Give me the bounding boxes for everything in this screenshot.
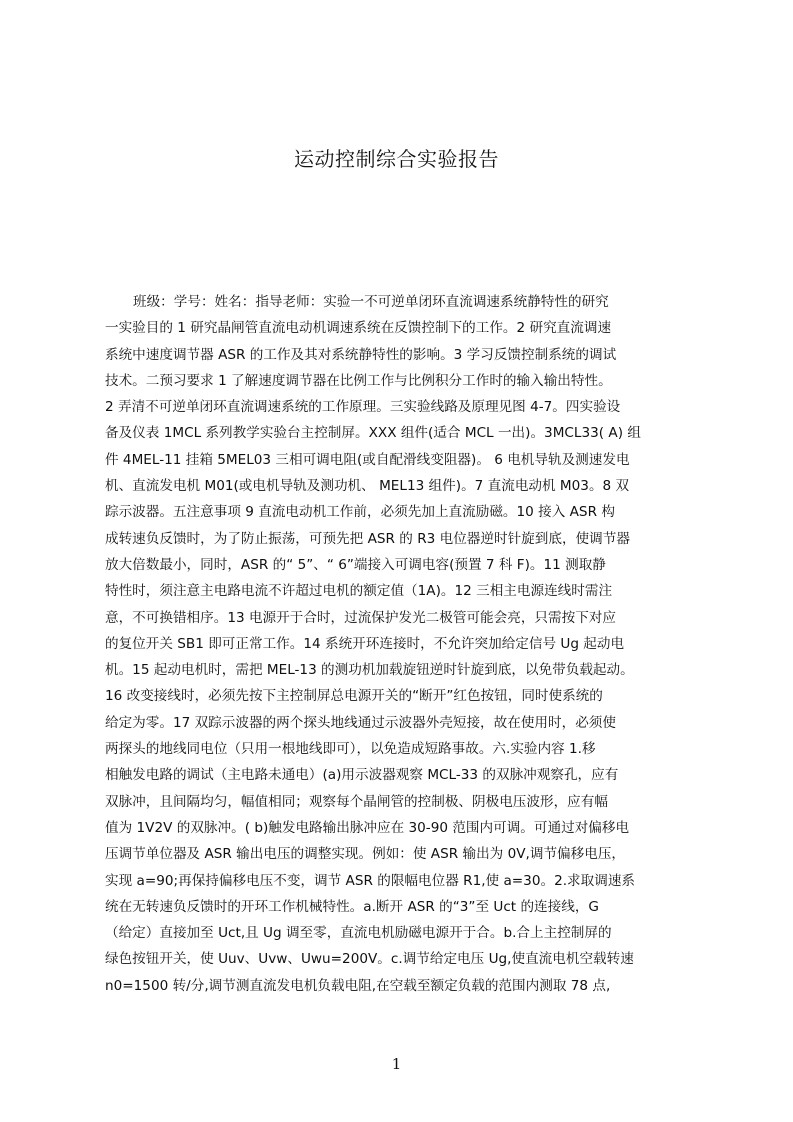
body-line: 意，不可换错相序。13 电源开于合时，过流保护发光二极管可能会亮，只需按下对应 (105, 609, 616, 626)
body-line: 的复位开关 SB1 即可正常工作。14 系统开环连接时，不允许突加给定信号 Ug 起动电 (105, 635, 625, 652)
body-line: 统在无转速负反馈时的开环工作机械特性。a.断开 ASR 的“3”至 Uct 的连接线，G (105, 898, 599, 915)
body-line: 踪示波器。五注意事项 9 直流电动机工作前，必须先加上直流励磁。10 接入 ASR 构 (105, 504, 615, 521)
body-line: 压调节单位器及 ASR 输出电压的调整实现。例如：使 ASR 输出为 0V,调节偏移电压， (105, 846, 626, 863)
body-line: 值为 1V2V 的双脉冲。( b)触发电路输出脉冲应在 30-90 范围内可调。可通过对偏移电 (105, 819, 630, 836)
document-title: 运动控制综合实验报告 (294, 147, 499, 171)
body-line: 实现 a=90;再保持偏移电压不变，调节 ASR 的限幅电位器 R1,使 a=30。2.求取调速系 (105, 872, 636, 889)
body-line: 双脉冲，且间隔均匀，幅值相同；观察每个晶闸管的控制极、阴极电压波形，应有幅 (105, 793, 608, 810)
page-number: 1 (391, 1055, 402, 1073)
body-line: 班级：学号：姓名：指导老师：实验一不可逆单闭环直流调速系统静特性的研究 (133, 294, 609, 310)
body-line: 两探头的地线同电位（只用一根地线即可），以免造成短路事故。六.实验内容 1.移 (105, 741, 596, 758)
body-line: 给定为零。17 双踪示波器的两个探头地线通过示波器外壳短接，故在使用时，必须使 (105, 714, 616, 731)
body-line: 机。15 起动电机时，需把 MEL-13 的测功机加载旋钮逆时针旋到底，以免带负载起动。 (105, 662, 634, 679)
body-line: 放大倍数最小，同时，ASR 的“ 5”、“ 6”端接入可调电容(预置 7 科 F)。11 测取静 (105, 556, 606, 573)
document-body (105, 289, 698, 999)
body-line: n0=1500 转/分,调节测直流发电机负载电阻,在空载至额定负载的范围内测取 78 点, (105, 977, 611, 994)
body-line: 件 4MEL-11 挂箱 5MEL03 三相可调电阻(或自配滑线变阻器)。 6 电机导轨及测速发电 (105, 451, 630, 468)
body-line: 16 改变接线时，必须先按下主控制屏总电源开关的“断开”红色按钮，同时使系统的 (105, 688, 603, 705)
body-line: 相触发电路的调试（主电路未通电）(a)用示波器观察 MCL-33 的双脉冲观察孔，应有 (105, 767, 619, 784)
body-line: 特性时，须注意主电路电流不许超过电机的额定值（1A)。12 三相主电源连线时需注 (105, 583, 613, 600)
body-line: 一实验目的 1 研究晶闸管直流电动机调速系统在反馈控制下的工作。2 研究直流调速 (105, 320, 612, 337)
body-line: （给定）直接加至 Uct,且 Ug 调至零，直流电机励磁电源开于合。b.合上主控制屏的 (105, 925, 612, 942)
body-line: 成转速负反馈时，为了防止振荡，可预先把 ASR 的 R3 电位器逆时针旋到底，使调节器 (105, 530, 630, 547)
body-line: 备及仪表 1MCL 系列教学实验台主控制屏。XXX 组件(适合 MCL 一出)。3MCL33( A) 组 (105, 425, 641, 442)
body-line: 绿色按钮开关，使 Uuv、Uvw、Uwu=200V。c.调节给定电压 Ug,使直流电机空载转速 (105, 951, 634, 968)
body-line: 机、直流发电机 M01(或电机导轨及测功机、 MEL13 组件)。7 直流电动机 M03。8 双 (105, 478, 630, 495)
body-line: 2 弄清不可逆单闭环直流调速系统的工作原理。三实验线路及原理见图 4-7。四实验设 (105, 399, 621, 416)
body-line: 系统中速度调节器 ASR 的工作及其对系统静特性的影响。3 学习反馈控制系统的调试 (105, 346, 617, 363)
body-line: 技术。二预习要求 1 了解速度调节器在比例工作与比例积分工作时的输入输出特性。 (105, 372, 612, 389)
